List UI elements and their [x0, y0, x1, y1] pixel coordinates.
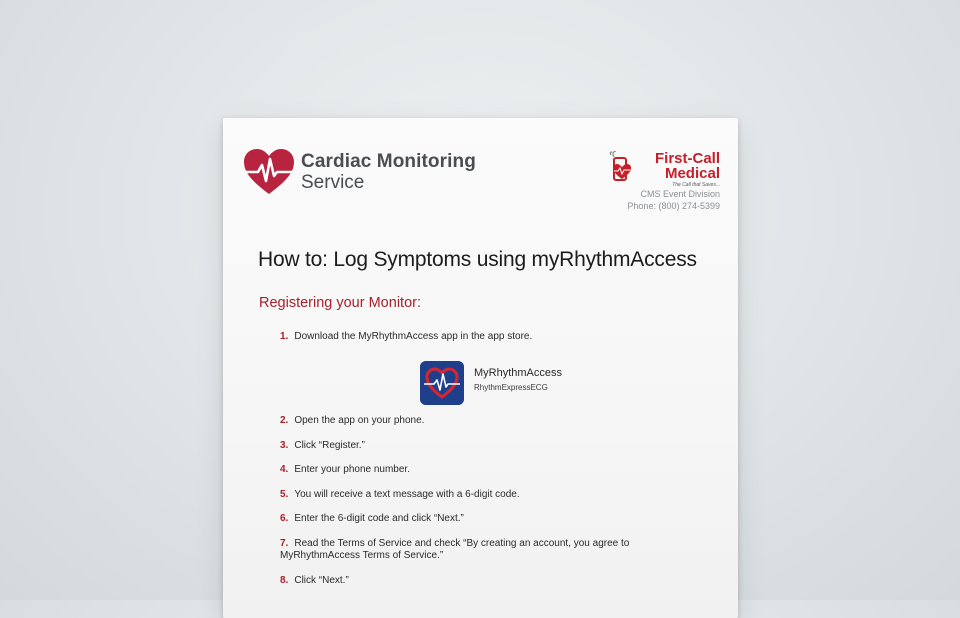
document-title: How to: Log Symptoms using myRhythmAccess [258, 248, 697, 271]
heart-ecg-icon [243, 148, 295, 196]
step-number: 5. [280, 489, 289, 500]
step-text: Click “Register.” [294, 440, 365, 451]
step-item-7-continued [280, 550, 443, 562]
partner-tagline: The Call that Saves... [672, 182, 720, 188]
step-number: 7. [280, 538, 289, 549]
cardiac-monitoring-logo [243, 148, 476, 198]
step-text-continued: MyRhythmAccess Terms of Service.” [280, 550, 444, 561]
step-item-1 [280, 331, 532, 343]
step-text: Download the MyRhythmAccess app in the app store. [294, 331, 533, 342]
section-heading: Registering your Monitor: [259, 295, 421, 311]
phone-heart-icon [608, 151, 634, 185]
step-text: Enter the 6-digit code and click “Next.” [294, 513, 464, 524]
step-number: 8. [280, 575, 289, 586]
step-text: You will receive a text message with a 6-digit code. [294, 489, 520, 500]
partner-name-line1: First-Call [654, 150, 720, 167]
step-item-4 [280, 464, 410, 476]
partner-name-line2: Medical [664, 165, 720, 182]
step-item-2 [280, 415, 424, 427]
partner-name [655, 151, 720, 181]
partner-division: CMS Event Division [640, 189, 720, 199]
heart-ecg-icon [420, 361, 464, 405]
step-item-3 [280, 440, 365, 452]
app-subtitle: RhythmExpressECG [474, 383, 548, 392]
step-item-8 [280, 575, 349, 587]
step-number: 1. [280, 331, 289, 342]
step-number: 4. [280, 464, 289, 475]
step-item-6 [280, 513, 464, 525]
step-text: Enter your phone number. [294, 464, 410, 475]
step-item-5 [280, 489, 520, 501]
logo-text-line1: Cardiac Monitoring [301, 151, 476, 172]
step-text: Open the app on your phone. [294, 415, 425, 426]
step-number: 3. [280, 440, 289, 451]
app-card [420, 361, 580, 407]
document-page [223, 118, 738, 618]
step-text: Click “Next.” [294, 575, 349, 586]
step-number: 2. [280, 415, 289, 426]
step-text: Read the Terms of Service and check “By creating an account, you agree to [294, 538, 630, 549]
step-item-7 [280, 538, 629, 550]
logo-text-line2: Service [301, 172, 365, 193]
partner-logo-block [600, 151, 720, 213]
partner-phone: Phone: (800) 274-5399 [627, 201, 720, 211]
app-name: MyRhythmAccess [474, 367, 563, 379]
step-number: 6. [280, 513, 289, 524]
app-icon [420, 361, 464, 405]
